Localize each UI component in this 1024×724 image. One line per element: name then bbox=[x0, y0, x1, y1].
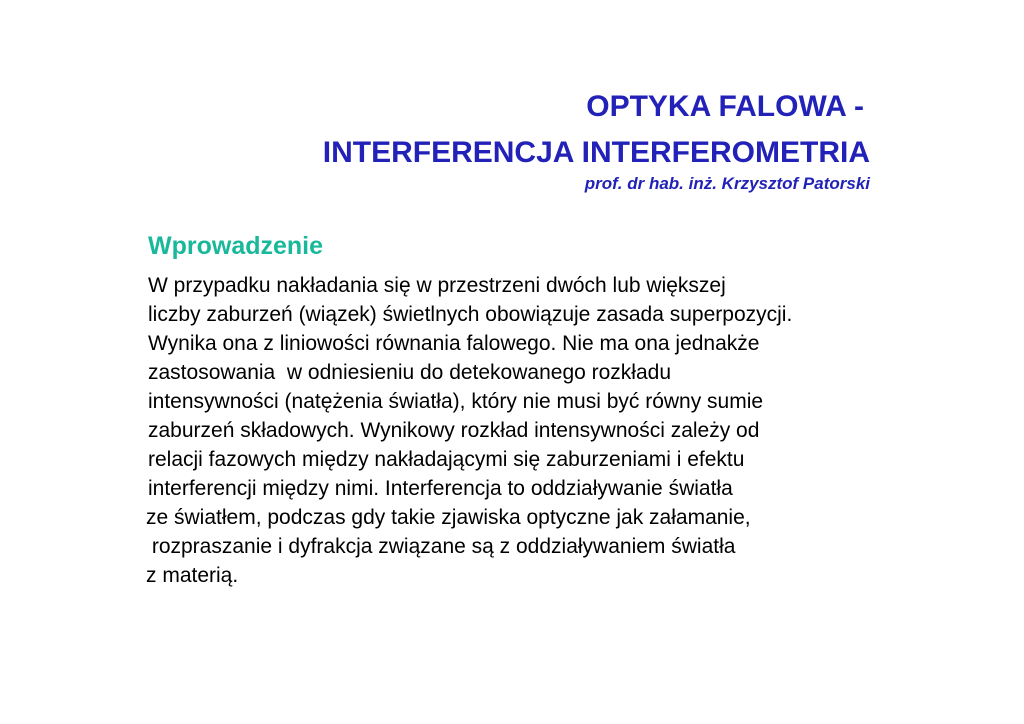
paragraph-line-text: relacji fazowych między nakładającymi się zaburzeniami i efektu bbox=[148, 448, 745, 471]
paragraph-line bbox=[0, 561, 1024, 590]
paragraph-line bbox=[0, 445, 1024, 474]
paragraph-line-text: W przypadku nakładania się w przestrzeni dwóch lub większej bbox=[148, 274, 726, 297]
paragraph-line-text: ze światłem, podczas gdy takie zjawiska optyczne jak załamanie, bbox=[146, 506, 751, 529]
paragraph-line bbox=[0, 474, 1024, 503]
paragraph-line-text: rozpraszanie i dyfrakcja związane są z oddziaływaniem światła bbox=[146, 535, 736, 558]
body-paragraph bbox=[0, 271, 1024, 590]
paragraph-line-text: zastosowania w odniesieniu do detekowanego rozkładu bbox=[148, 361, 672, 384]
title-line-1: OPTYKA FALOWA - bbox=[586, 90, 864, 123]
paragraph-line-text: zaburzeń składowych. Wynikowy rozkład intensywności zależy od bbox=[148, 419, 760, 442]
paragraph-line bbox=[0, 271, 1024, 300]
paragraph-line bbox=[0, 358, 1024, 387]
paragraph-line bbox=[0, 387, 1024, 416]
paragraph-line-text: intensywności (natężenia światła), który nie musi być równy sumie bbox=[148, 390, 764, 413]
paragraph-line-text: Wynika ona z liniowości równania falowego. Nie ma ona jednakże bbox=[148, 332, 760, 355]
title-line-2: INTERFERENCJA INTERFEROMETRIA bbox=[322, 136, 870, 169]
paragraph-line bbox=[0, 416, 1024, 445]
paragraph-line bbox=[0, 503, 1024, 532]
paragraph-line bbox=[0, 532, 1024, 561]
paragraph-line bbox=[0, 300, 1024, 329]
section-heading: Wprowadzenie bbox=[148, 232, 324, 260]
paragraph-line bbox=[0, 329, 1024, 358]
author-line: prof. dr hab. inż. Krzysztof Patorski bbox=[584, 174, 870, 193]
paragraph-line-text: z materią. bbox=[146, 564, 239, 587]
paragraph-line-text: liczby zaburzeń (wiązek) świetlnych obowiązuje zasada superpozycji. bbox=[148, 303, 793, 326]
paragraph-line-text: interferencji między nimi. Interferencja to oddziaływanie światła bbox=[148, 477, 733, 500]
